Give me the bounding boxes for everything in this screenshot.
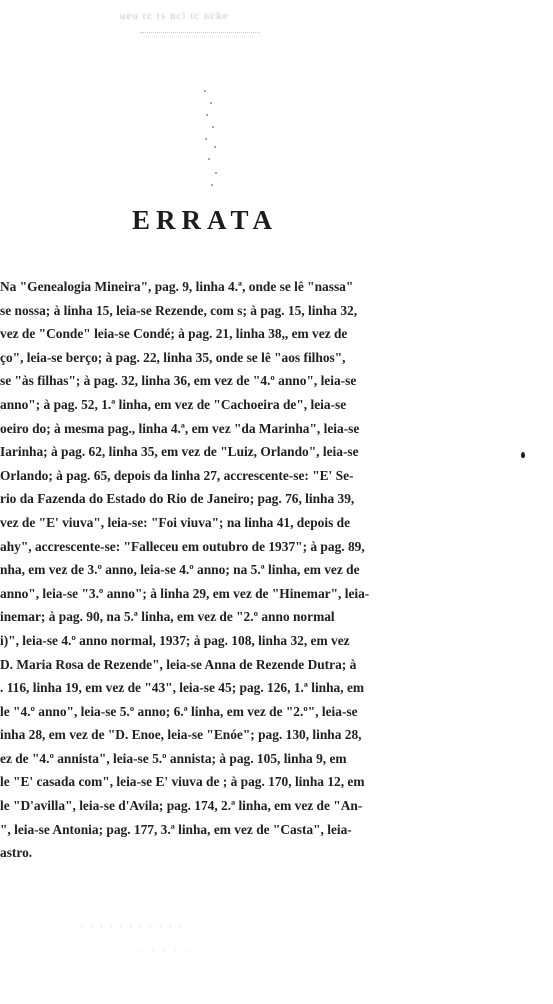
print-specks <box>196 80 226 190</box>
speck <box>211 184 213 186</box>
errata-line: se nossa; à linha 15, leia-se Rezende, com s; à pag. 15, linha 32, <box>0 302 358 318</box>
errata-line: rio da Fazenda do Estado do Rio de Janeiro; pag. 76, linha 39, <box>0 491 355 507</box>
errata-line: Na "Genealogia Mineira", pag. 9, linha 4.ª, onde se lê "nassa" <box>0 279 354 294</box>
errata-line: ez de "4.º annista", leia-se 5.º annista; à pag. 105, linha 9, em <box>0 750 347 766</box>
errata-line: le "D'avilla", leia-se d'Avila; pag. 174, 2.ª linha, em vez de "An- <box>0 798 363 814</box>
speck <box>206 114 208 116</box>
errata-line: Iarinha; à pag. 62, linha 35, em vez de "Luiz, Orlando", leia-se <box>0 444 359 460</box>
speck <box>210 102 212 104</box>
errata-body <box>0 275 436 865</box>
speck <box>205 138 207 140</box>
ghost-footer-text: · · · · · · · · · · · <box>80 922 184 933</box>
errata-line: ço", leia-se berço; à pag. 22, linha 35, onde se lê "aos filhos", <box>0 349 346 365</box>
errata-line: se "às filhas"; à pag. 32, linha 36, em vez de "4.º anno", leia-se <box>0 373 357 389</box>
divider <box>140 32 260 33</box>
speck <box>204 90 206 92</box>
errata-line: anno"; à pag. 52, 1.ª linha, em vez de "Cachoeira de", leia-se <box>0 396 347 412</box>
errata-line: le "E' casada com", leia-se E' viuva de ; à pag. 170, linha 12, em <box>0 774 365 790</box>
errata-line: inemar; à pag. 90, na 5.ª linha, em vez de "2.º anno normal <box>0 609 335 625</box>
errata-line: ahy", accrescente-se: "Falleceu em outubro de 1937"; à pag. 89, <box>0 538 365 554</box>
speck <box>208 158 210 160</box>
errata-line: D. Maria Rosa de Rezende", leia-se Anna de Rezende Dutra; à <box>0 656 357 672</box>
errata-line: oeiro do; à mesma pag., linha 4.ª, em vez "da Marinha", leia-se <box>0 420 360 436</box>
speck <box>214 146 216 148</box>
speck <box>215 172 217 174</box>
errata-line: nha, em vez de 3.º anno, leia-se 4.º anno; na 5.ª linha, em vez de <box>0 562 360 578</box>
errata-line: vez de "E' viuva", leia-se: "Foi viuva"; na linha 41, depois de <box>0 514 351 530</box>
errata-line: ", leia-se Antonia; pag. 177, 3.ª linha, em vez de "Casta", leia- <box>0 821 352 837</box>
ghost-footer-text-2: · · · · · <box>140 945 191 955</box>
errata-line: astro. <box>0 845 33 861</box>
errata-line: vez de "Conde" leia-se Condé; à pag. 21, linha 38,, em vez de <box>0 326 348 342</box>
errata-line: anno", leia-se "3.º anno"; à linha 29, em vez de "Hinemar", leia- <box>0 585 370 601</box>
errata-line: Orlando; à pag. 65, depois da linha 27, accrescente-se: "E' Se- <box>0 467 354 483</box>
errata-line: . 116, linha 19, em vez de "43", leia-se 45; pag. 126, 1.ª linha, em <box>0 680 365 696</box>
errata-line: inha 28, em vez de "D. Enoe, leia-se "Enóe"; pag. 130, linha 28, <box>0 727 362 743</box>
errata-title: ERRATA <box>131 205 278 235</box>
ink-mark <box>521 452 525 458</box>
errata-line: le "4.º anno", leia-se 5.º anno; 6.ª linha, em vez de "2.º", leia-se <box>0 703 358 719</box>
errata-line: i)", leia-se 4.º anno normal, 1937; à pag. 108, linha 32, em vez <box>0 632 350 648</box>
ghost-header-text: ueu rc ts ncl tc ncke <box>120 10 229 22</box>
speck <box>212 126 214 128</box>
